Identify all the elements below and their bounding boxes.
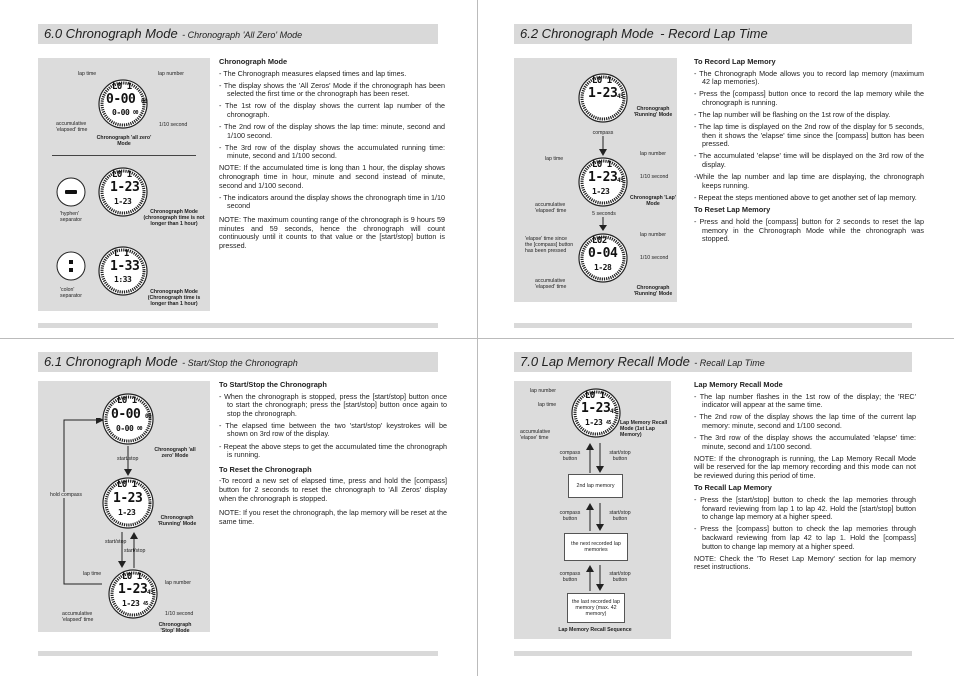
text-column-6-0: Chronograph Mode - The Chronograph measures elapsed times and lap times. - The display shows the 'All Zeros' Mode if the chronograph has been selected the first time or the chronograph has been reset. - The 1st row of the display shows the current lap number of the chronograph. - The 2nd row of the display shows the lap time: minute, second and 1/100 second. - The 3rd row of the display shows the accumulated running time: minute, second and 1/100 second. NOTE: If the accumulated time is long than 1 hour, the display shows chronograph time in hour, minute and second instead of minute, second and 1/100 second. - The indicators around the display shows the chronograph time in 1/10 second NOTE: The maximum counting range of the chronograph is 9 hours 59 minutes and 59 seconds, hence the chronograph will count continuously until it counts to that value or the [start/stop] button is pressed.: [219, 57, 446, 250]
sequence-box: the next recorded lap memories: [564, 533, 628, 561]
section-title-6-2: 6.2 Chronograph Mode - Record Lap Time: [514, 24, 912, 44]
watch-row3: 0-00: [112, 108, 130, 117]
colon-separator-circle: [56, 251, 86, 281]
footer-bar: [514, 651, 912, 656]
footer-bar: [38, 651, 438, 656]
footer-bar: [38, 323, 438, 328]
horizontal-divider: [0, 338, 954, 339]
text-column-6-2: To Record Lap Memory - The Chronograph Mode allows you to record lap memory (maximum 42 lap memories). - Press the [compass] button once to record the lap memory while the chronograph is running. - The lap number will be flashing on the 1st row of the display. - The lap time is displayed on the 2nd row of the display for 5 seconds, then it shows the 'elapse' time since the [compass] button has been pressed. - The accumulated 'elapse' time will be displayed on the 3rd row of the display. -While the lap number and lap time are displaying, the chronograph keeps running. - Repeat the steps mentioned above to get another set of lap memory. To Reset Lap Memory - Press and hold the [compass] button for 2 seconds to reset the lap memory in the Chronograph Mode while the chronograph was stopped.: [694, 57, 924, 244]
section-title-6-0: 6.0 Chronograph Mode - Chronograph 'All Zero' Mode: [38, 24, 438, 44]
text-column-6-1: To Start/Stop the Chronograph - When the chronograph is stopped, press the [start/stop] button once to start the chronograph; press the [start/stop] button once again to stop the chronograph. - The elapsed time between the two 'start/stop' keystrokes will be shown on 3rd row of the display. - Repeat the above steps to get the accumulated time the chronograph is running. To Reset the Chronograph -To record a new set of elapsed time, press and hold the [compass] button for 2 seconds to reset the chronograph to 'All Zeros' display when the chronograph is stopped. NOTE: If you reset the chronograph, the lap memory will be reset at the same time.: [219, 380, 447, 526]
reset-loop-arrow: [62, 418, 104, 586]
section-title-6-1: 6.1 Chronograph Mode - Start/Stop the Chronograph: [38, 352, 438, 372]
sequence-box: the last recorded lap memory (max. 42 memory): [567, 593, 625, 623]
section-heading: Chronograph Mode: [219, 57, 288, 66]
footer-bar: [514, 323, 912, 328]
section-title-7-0: 7.0 Lap Memory Recall Mode - Recall Lap Time: [514, 352, 912, 372]
text-column-7-0: Lap Memory Recall Mode - The lap number flashes in the 1st row of the display; the 'REC' indicator will appear at the same time. - The 2nd row of the display shows the lap time of the current lap memory: minute, second and 1/100 second. - The 3rd row of the display shows the accumulated 'elapse' time: minute, second and 1/100 second. NOTE: If the chronograph is running, the Lap Memory Recall Mode will be reserved for the lap memory recording and this mode can not be reviewed during this period of time. To Recall Lap Memory - Press the [start/stop] button to check the lap memories through forward reviewing from lap 1 to lap 42. Hold the [start/stop] button to change lap memory at a higher speed. - Press the [compass] button to check the lap memories through backward reviewing from lap 42 to lap 1. Hold the [compass] button to change lap memory at a higher speed. NOTE: Check the 'To Reset Lap Memory' section for lap memory reset instructions.: [694, 380, 916, 572]
divider-line: [52, 155, 196, 156]
down-arrow: [599, 217, 607, 231]
figure-caption: Lap Memory Recall Sequence: [558, 627, 632, 633]
sequence-box: 2nd lap memory: [568, 474, 623, 498]
watch-row1: L0 1: [112, 82, 132, 92]
watch-row2: 0-00: [106, 92, 136, 107]
down-arrow: [599, 136, 607, 156]
hyphen-separator-circle: [56, 177, 86, 207]
